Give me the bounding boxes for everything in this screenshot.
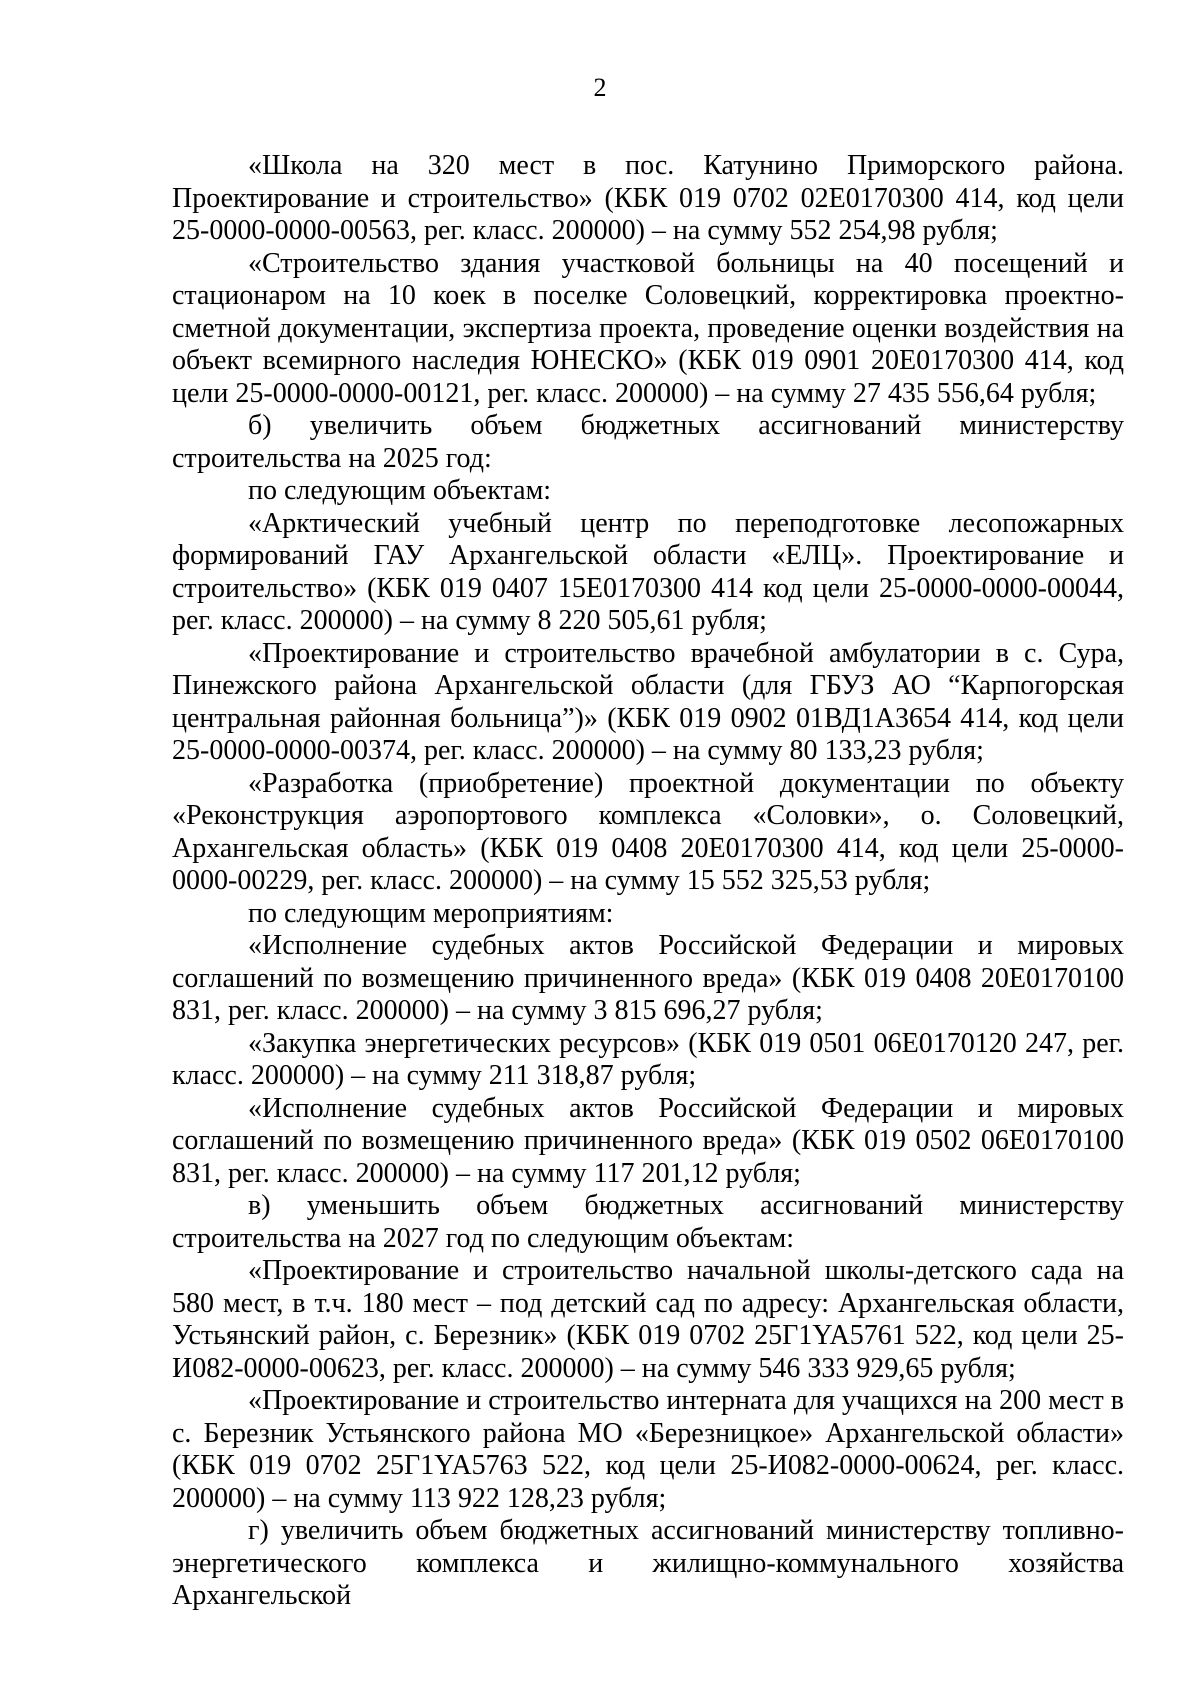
page-number: 2 [593,73,607,102]
paragraph-sura-ambulatory: «Проектирование и строительство врачебной амбулатории в с. Сура, Пинежского района Архангельской области (для ГБУЗ АО “Карпогорская центральная районная больница”)» (КБК 019 0902 01ВД1А3654 414, код цели 25-0000-0000-00374, рег. класс. 200000) – на сумму 80 133,23 рубля; [172,637,1124,766]
paragraph-item-g: г) увеличить объем бюджетных ассигнований министерству топливно-энергетического комплекса и жилищно-коммунального хозяйства Архангельской [172,1515,1124,1611]
paragraph-school-katunino: «Школа на 320 мест в пос. Катунино Приморского района. Проектирование и строительство» (КБК 019 0702 02Е0170300 414, код цели 25-0000-0000-00563, рег. класс. 200000) – на сумму 552 254,98 рубля; [172,150,1124,246]
document-body [172,150,1124,1613]
paragraph-energy-resources: «Закупка энергетических ресурсов» (КБК 019 0501 06Е0170120 247, рег. класс. 200000) – на сумму 211 318,87 рубля; [172,1027,1124,1091]
paragraph-bereznik-boarding: «Проектирование и строительство интерната для учащихся на 200 мест в с. Березник Устьянского района МО «Березницкое» Архангельской области» (КБК 019 0702 25Г1YA5763 522, код цели 25-И082-0000-00624, рег. класс. 200000) – на сумму 113 922 128,23 рубля; [172,1385,1124,1514]
paragraph-hospital-solovetsky: «Строительство здания участковой больницы на 40 посещений и стационаром на 10 коек в поселке Соловецкий, корректировка проектно-сметной документации, экспертиза проекта, проведение оценки воздействия на объект всемирного наследия ЮНЕСКО» (КБК 019 0901 20Е0170300 414, код цели 25-0000-0000-00121, рег. класс. 200000) – на сумму 27 435 556,64 рубля; [172,247,1124,409]
paragraph-measures-heading: по следующим мероприятиям: [248,897,614,929]
paragraph-bereznik-school: «Проектирование и строительство начальной школы-детского сада на 580 мест, в т.ч. 180 мест – под детский сад по адресу: Архангельская области, Устьянский район, с. Березник» (КБК 019 0702 25Г1YA5761 522, код цели 25-И082-0000-00623, рег. класс. 200000) – на сумму 546 333 929,65 рубля; [172,1255,1124,1384]
paragraph-court-acts-0408: «Исполнение судебных актов Российской Федерации и мировых соглашений по возмещению причиненного вреда» (КБК 019 0408 20Е0170100 831, рег. класс. 200000) – на сумму 3 815 696,27 рубля; [172,930,1124,1026]
paragraph-item-b: б) увеличить объем бюджетных ассигнований министерству строительства на 2025 год: [172,410,1124,474]
paragraph-solovki-airport: «Разработка (приобретение) проектной документации по объекту «Реконструкция аэропортового комплекса «Соловки», о. Соловецкий, Архангельская область» (КБК 019 0408 20Е0170300 414, код цели 25-0000-0000-00229, рег. класс. 200000) – на сумму 15 552 325,53 рубля; [172,767,1124,896]
paragraph-court-acts-0502: «Исполнение судебных актов Российской Федерации и мировых соглашений по возмещению причиненного вреда» (КБК 019 0502 06Е0170100 831, рег. класс. 200000) – на сумму 117 201,12 рубля; [172,1092,1124,1189]
paragraph-arctic-training-center: «Арктический учебный центр по переподготовке лесопожарных формирований ГАУ Архангельской области «ЕЛЦ». Проектирование и строительство» (КБК 019 0407 15Е0170300 414 код цели 25-0000-0000-00044, рег. класс. 200000) – на сумму 8 220 505,61 рубля; [172,507,1124,636]
paragraph-item-v: в) уменьшить объем бюджетных ассигнований министерству строительства на 2027 год по следующим объектам: [172,1190,1124,1254]
paragraph-objects-heading: по следующим объектам: [248,475,552,506]
